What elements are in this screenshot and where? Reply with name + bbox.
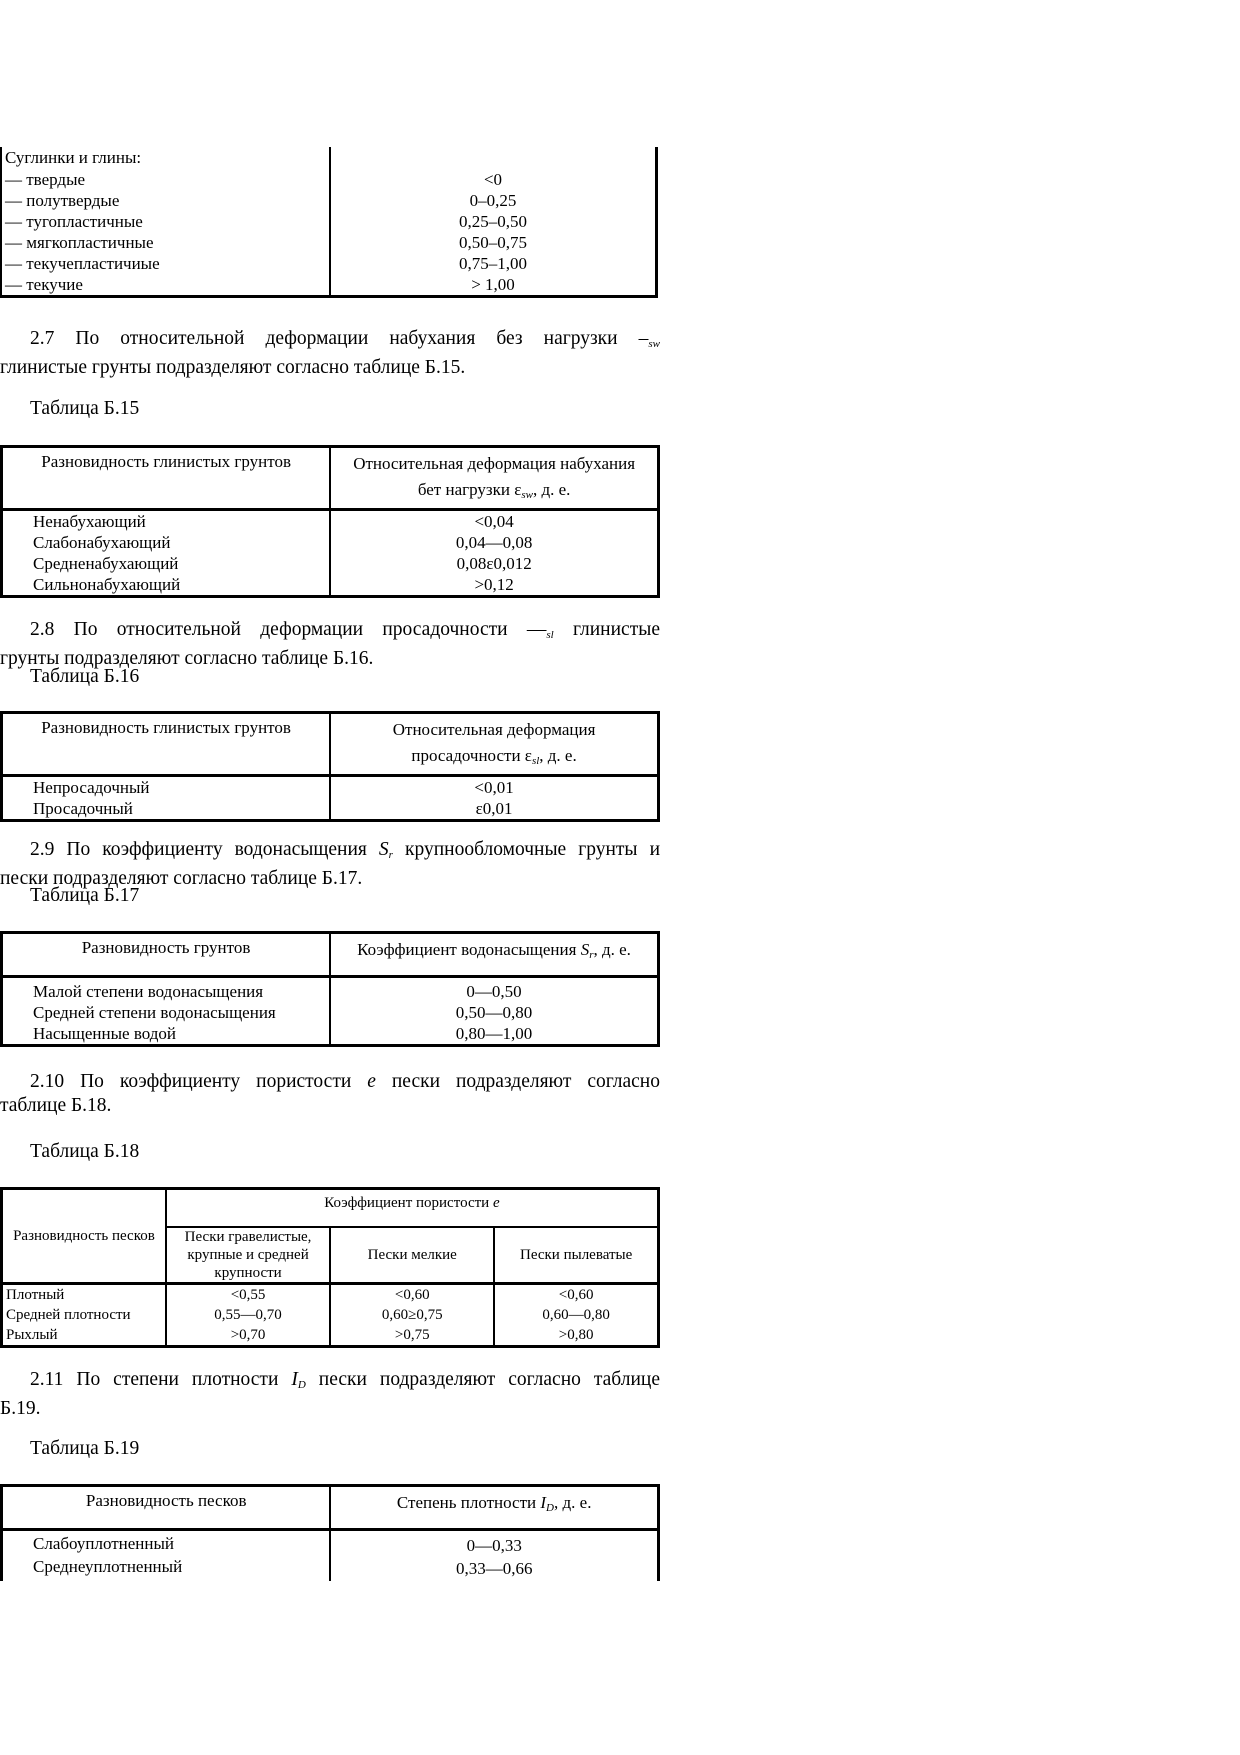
paragraph-2-8: 2.8 По относительной деформации просадочности $—_{sl}$ глинистые грунты подразделяют согласно таблице Б.16. — [0, 619, 660, 669]
table-row-label: Средней плотности — [2, 1305, 166, 1325]
table-row-value: <0,60 — [330, 1283, 494, 1305]
table-row-value: 0,60—0,80 — [542, 1306, 610, 1323]
column-header: Разновидность песков — [2, 1189, 166, 1284]
table-row-value: 0—0,33 — [466, 1536, 522, 1555]
column-header: Разновидность глинистых грунтов — [2, 447, 331, 510]
top-table — [0, 147, 658, 298]
table-row-value: 0,55—0,70 — [166, 1305, 330, 1325]
table-row-value: 0,08ε0,012 — [456, 554, 532, 573]
table-caption-b18: Таблица Б.18 — [30, 1141, 140, 1162]
column-header: Пески пылеватые — [520, 1246, 633, 1263]
table-row-label: Слабонабухающий — [2, 532, 331, 553]
table-row-label: Среднеуплотненный — [2, 1556, 331, 1581]
table-row-label: Ненабухающий — [2, 510, 331, 533]
table-row-label: Просадочный — [2, 798, 331, 821]
table-row-value: >0,70 — [166, 1325, 330, 1347]
table-row-value: 0,33—0,66 — [455, 1559, 533, 1578]
table-row-value: ε0,01 — [475, 799, 513, 818]
table-row-value: >0,75 — [330, 1325, 494, 1347]
table-row-label: Сильнонабухающий — [2, 574, 331, 597]
table-row-value: 0,50—0,80 — [455, 1003, 533, 1022]
table-row-label: — текучепластичиые — [1, 253, 330, 274]
table-row-value: <0,04 — [474, 512, 514, 531]
table-row-value: <0,60 — [558, 1286, 594, 1303]
table-row-value: >0,12 — [474, 575, 514, 594]
table-b19 — [0, 1484, 660, 1581]
column-header: Разновидность грунтов — [2, 933, 331, 977]
table-row-value: <0,55 — [166, 1283, 330, 1305]
table-caption-b19: Таблица Б.19 — [30, 1438, 140, 1459]
table-row-label: Слабоуплотненный — [2, 1530, 331, 1557]
table-row-label: — полутвердые — [1, 190, 330, 211]
table-row-value: 0–0,25 — [330, 190, 657, 211]
paragraph-2-11: 2.11 По степени плотности $I_D$ пески подразделяют согласно таблице Б.19. — [0, 1369, 660, 1419]
column-header: Пески гравелистые, крупные и средней крупности — [166, 1227, 330, 1284]
table-row-value: >0,80 — [558, 1326, 594, 1343]
column-header: Пески мелкие — [330, 1227, 494, 1284]
table-caption-b16: Таблица Б.16 — [30, 666, 140, 687]
column-header: Коэффициент водонасыщения $S_r$, д. е. — [357, 940, 631, 961]
table-row-value: <0,01 — [474, 778, 514, 797]
table-row-label: — мягкопластичные — [1, 232, 330, 253]
table-row-label: Рыхлый — [2, 1325, 166, 1347]
table-b18 — [0, 1187, 660, 1348]
top-table-header: Суглинки и глины: — [1, 147, 330, 169]
paragraph-2-10: 2.10 По коэффициенту пористости е пески подразделяют согласно таблице Б.18. — [0, 1071, 660, 1116]
table-row-label: Плотный — [2, 1283, 166, 1305]
table-row-value: 0—0,50 — [466, 982, 522, 1001]
column-header: Относительная деформация просадочности $\varepsilon_{sl}$, д. е. — [392, 720, 596, 767]
column-header: Степень плотности $I_D$, д. е. — [396, 1493, 592, 1514]
table-row-value: 0,75–1,00 — [330, 253, 657, 274]
table-row-value: 0,50–0,75 — [330, 232, 657, 253]
table-row-label: Малой степени водонасыщения — [2, 977, 331, 1003]
table-row-value: <0 — [330, 169, 657, 190]
table-b16 — [0, 711, 660, 822]
table-row-label: Средней степени водонасыщения — [2, 1002, 331, 1023]
table-row-value: 0,04—0,08 — [455, 533, 533, 552]
table-row-label: Средненабухающий — [2, 553, 331, 574]
table-row-value: 0,25–0,50 — [330, 211, 657, 232]
table-row-label: Непросадочный — [2, 776, 331, 799]
paragraph-2-7: 2.7 По относительной деформации набухания без нагрузки $-_{sw}$ глинистые грунты подразделяют согласно таблице Б.15. — [0, 328, 660, 378]
table-row-label: — текучие — [1, 274, 330, 297]
column-group-header: Коэффициент пористости е — [324, 1195, 500, 1211]
column-header: Разновидность песков — [2, 1486, 331, 1530]
table-b15 — [0, 445, 660, 598]
table-caption-b15: Таблица Б.15 — [30, 398, 140, 419]
column-header: Разновидность глинистых грунтов — [2, 713, 331, 776]
table-b17 — [0, 931, 660, 1047]
table-row-value: 0,60≥0,75 — [330, 1305, 494, 1325]
column-header: Относительная деформация набухания бет нагрузки $\varepsilon_{sw}$, д. е. — [353, 454, 636, 501]
table-caption-b17: Таблица Б.17 — [30, 885, 140, 906]
paragraph-2-9: 2.9 По коэффициенту водонасыщения $S_r$ крупнообломочные грунты и пески подразделяют согласно таблице Б.17. — [0, 839, 660, 889]
table-row-value: 0,80—1,00 — [455, 1024, 533, 1043]
table-row-label: — тугопластичные — [1, 211, 330, 232]
table-row-value: > 1,00 — [330, 274, 657, 297]
table-row-label: Насыщенные водой — [2, 1023, 331, 1046]
table-row-label: — твердые — [1, 169, 330, 190]
